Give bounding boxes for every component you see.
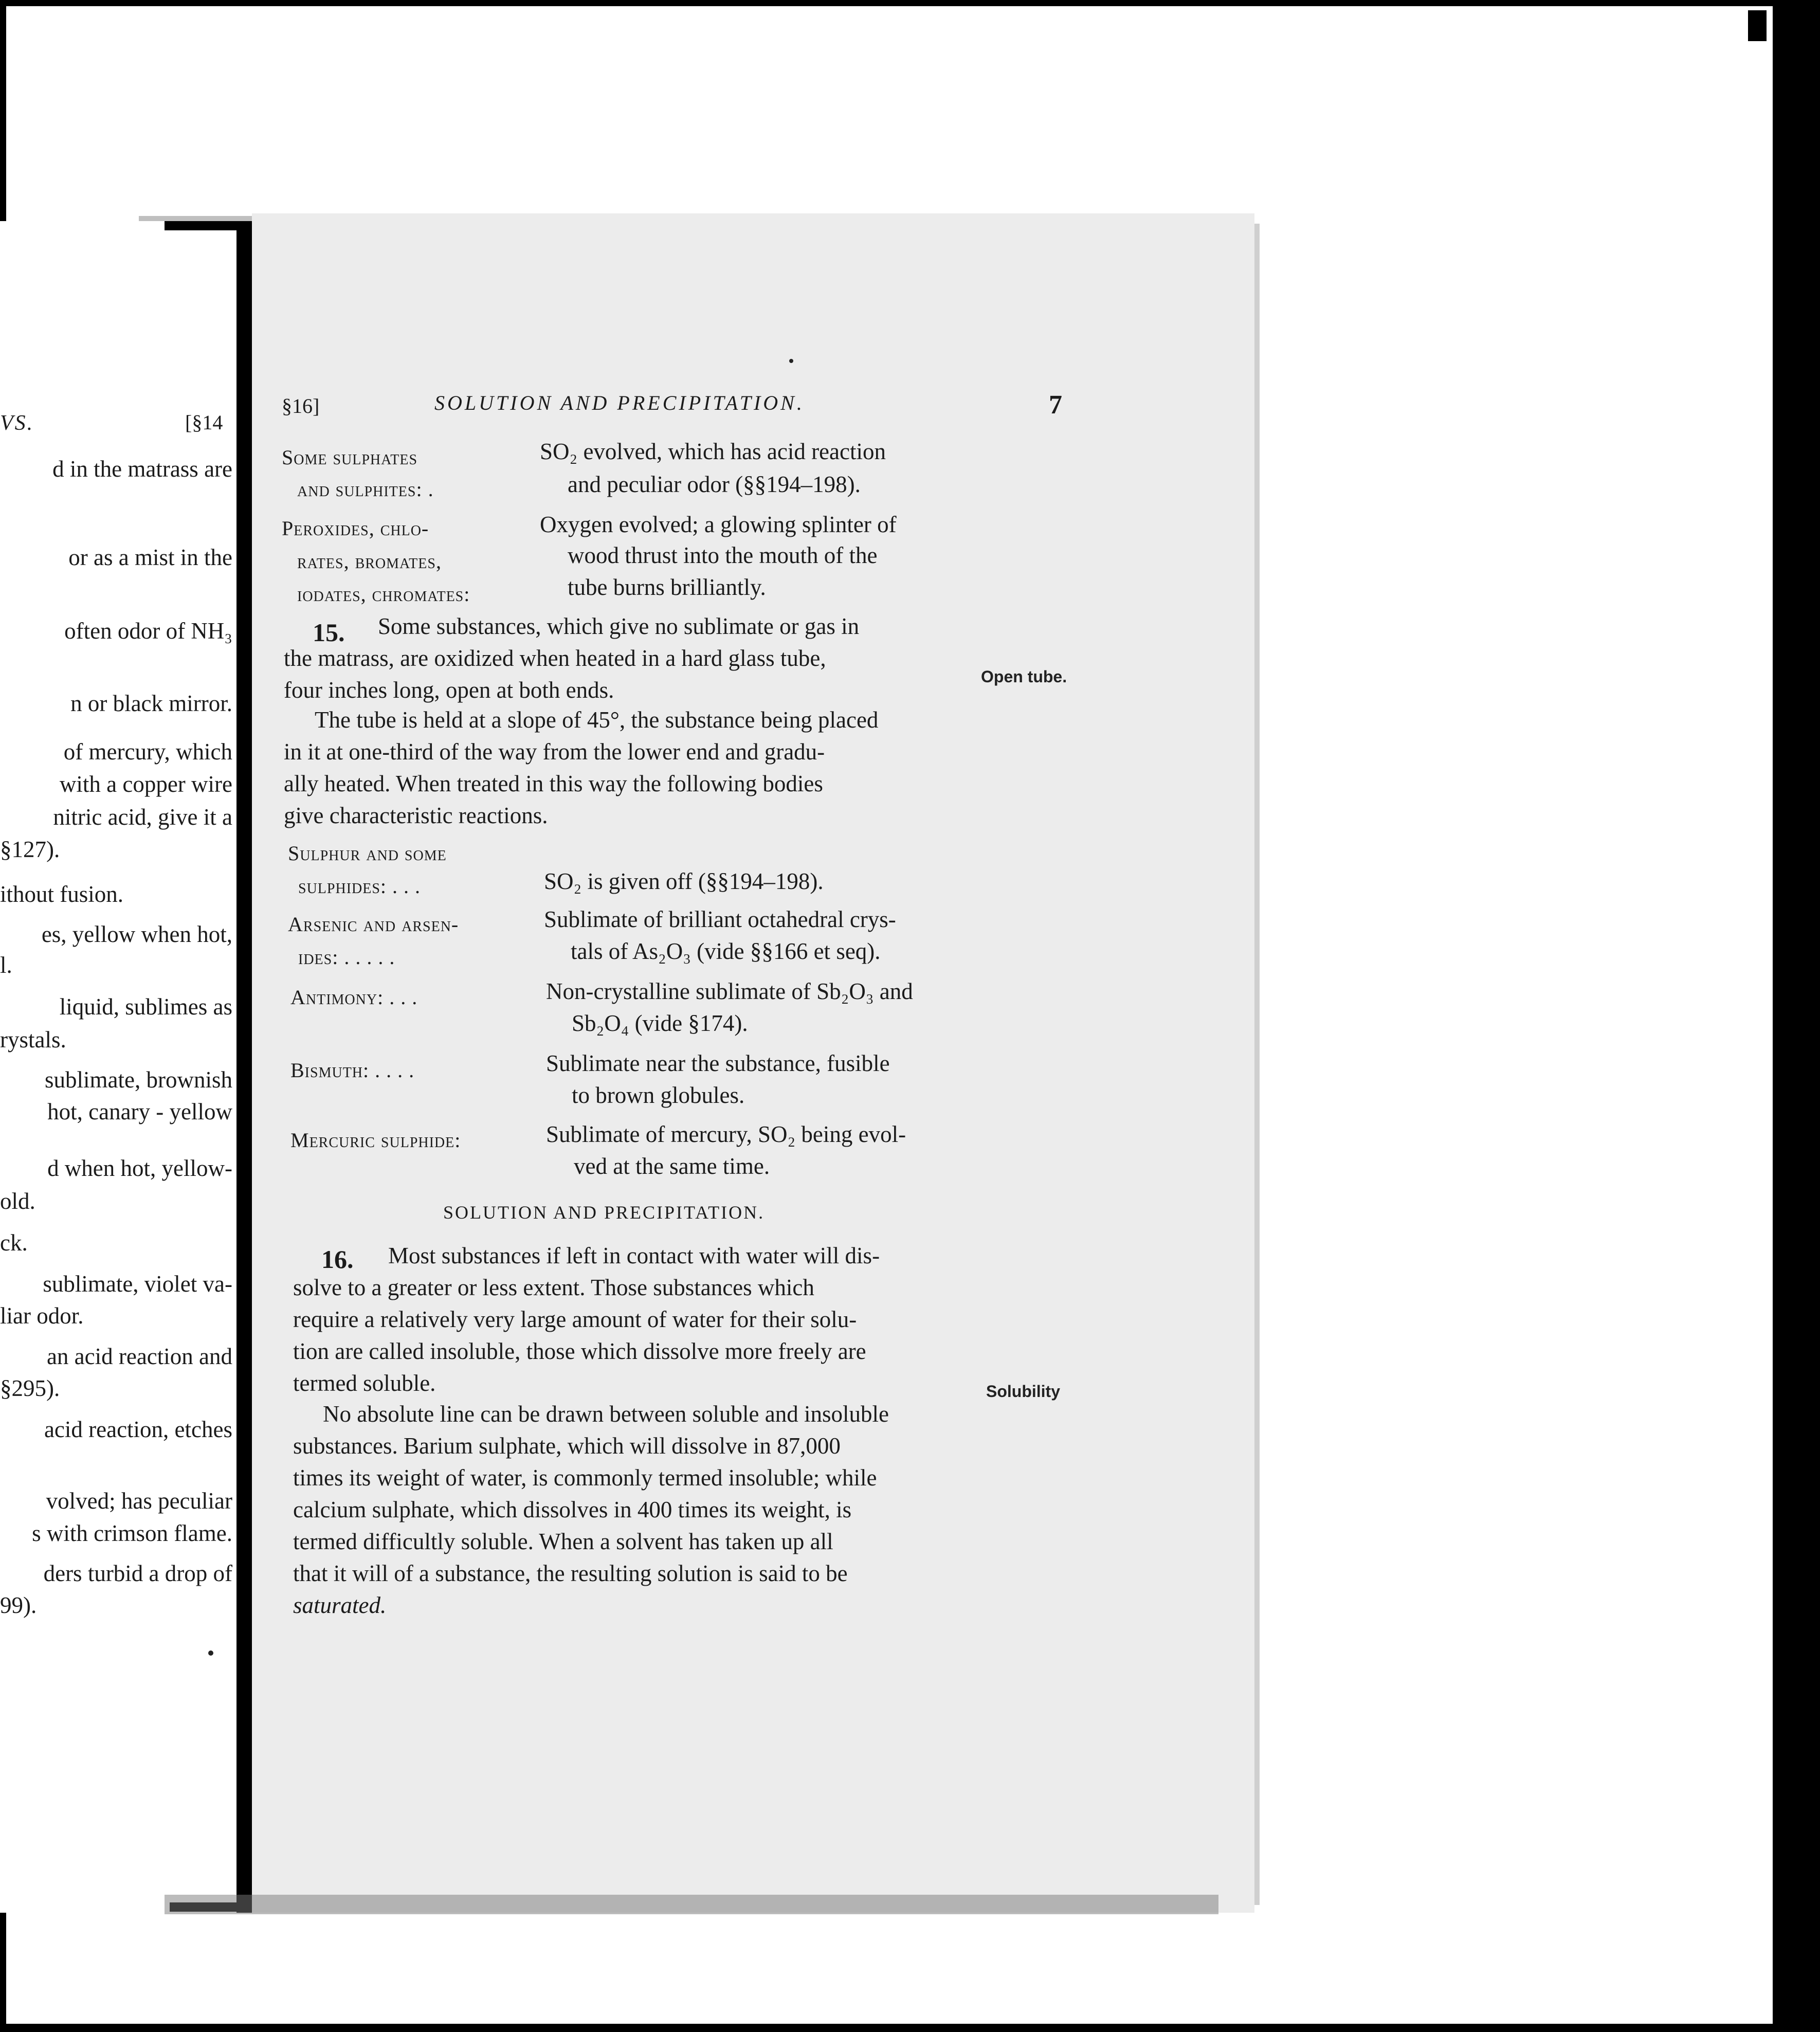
para-line: give characteristic reactions. <box>284 803 548 828</box>
margin-note: Open tube. <box>981 667 1067 686</box>
left-line: §295). <box>0 1375 60 1401</box>
para-line: saturated. <box>293 1592 387 1618</box>
table-term: and sulphites: . <box>297 478 434 501</box>
para-number: 16. <box>321 1245 354 1274</box>
table-term: Antimony: . . . <box>290 986 418 1009</box>
corner-mark <box>1748 10 1767 41</box>
para-line: solve to a greater or less extent. Those substances which <box>293 1275 814 1300</box>
left-line: volved; has peculiar <box>46 1488 232 1514</box>
left-line: liquid, sublimes as <box>59 994 232 1020</box>
left-line: acid reaction, etches <box>44 1417 232 1442</box>
table-desc: to brown globules. <box>572 1082 745 1108</box>
table-term: Arsenic and arsen- <box>288 913 459 936</box>
left-line: d in the matrass are <box>52 456 232 482</box>
table-desc: ved at the same time. <box>574 1153 770 1179</box>
table-desc: tube burns brilliantly. <box>568 574 766 600</box>
para-line: termed soluble. <box>293 1370 436 1396</box>
speck <box>789 359 793 363</box>
table-term: Some sulphates <box>282 446 418 469</box>
left-line: old. <box>0 1188 35 1214</box>
section-ref: §16] <box>282 394 320 418</box>
left-line: ithout fusion. <box>0 881 124 907</box>
left-line: ders turbid a drop of <box>43 1561 232 1586</box>
para-line: The tube is held at a slope of 45°, the substance being placed <box>315 707 879 733</box>
left-line: es, yellow when hot, <box>41 921 232 947</box>
left-line: with a copper wire <box>59 771 232 797</box>
para-line: calcium sulphate, which dissolves in 400 times its weight, is <box>293 1497 852 1522</box>
left-line: s with crimson flame. <box>32 1520 232 1546</box>
left-line: or as a mist in the <box>68 545 232 570</box>
binding-gutter <box>236 221 252 1913</box>
border-right <box>1773 0 1820 2032</box>
para-line: termed difficultly soluble. When a solvent has taken up all <box>293 1529 833 1554</box>
table-term: sulphides: . . . <box>298 875 421 898</box>
table-desc: Oxygen evolved; a glowing splinter of <box>540 512 897 537</box>
para-number: 15. <box>313 618 345 647</box>
left-line: rystals. <box>0 1027 66 1053</box>
table-desc: wood thrust into the mouth of the <box>568 542 878 568</box>
left-page <box>0 221 247 1913</box>
left-line: ck. <box>0 1230 28 1256</box>
left-line: sublimate, violet va- <box>43 1271 232 1297</box>
table-term: Mercuric sulphide: <box>290 1129 461 1152</box>
table-desc: tals of As₂O₃ (vide §§166 et seq). <box>571 938 881 964</box>
para-line: Some substances, which give no sublimate or gas in <box>378 613 860 639</box>
table-term: Peroxides, chlo- <box>282 517 429 540</box>
table-desc: SO₂ is given off (§§194–198). <box>544 868 824 894</box>
left-line: liar odor. <box>0 1303 84 1329</box>
table-desc: Sb₂O₄ (vide §174). <box>572 1010 748 1036</box>
table-term: Bismuth: . . . . <box>290 1059 415 1082</box>
para-line: the matrass, are oxidized when heated in a hard glass tube, <box>284 645 826 671</box>
para-line: that it will of a substance, the resulting solution is said to be <box>293 1561 848 1586</box>
left-line: d when hot, yellow- <box>47 1155 232 1181</box>
table-desc: Sublimate near the substance, fusible <box>546 1050 890 1076</box>
border-top <box>0 0 1820 6</box>
para-line: ally heated. When treated in this way the following bodies <box>284 771 823 796</box>
border-bottom <box>0 2024 1820 2032</box>
table-term: rates, bromates, <box>297 550 442 573</box>
table-term: Sulphur and some <box>288 842 447 865</box>
left-line: of mercury, which <box>63 739 232 765</box>
left-line: sublimate, brownish <box>45 1067 232 1093</box>
section-heading: SOLUTION AND PRECIPITATION. <box>443 1202 765 1223</box>
table-desc: Non-crystalline sublimate of Sb₂O₃ and <box>546 978 913 1004</box>
page-number: 7 <box>1049 390 1062 420</box>
table-desc: Sublimate of brilliant octahedral crys- <box>544 906 896 932</box>
para-line: substances. Barium sulphate, which will dissolve in 87,000 <box>293 1433 841 1459</box>
left-line: n or black mirror. <box>70 691 232 716</box>
running-title: SOLUTION AND PRECIPITATION. <box>434 391 805 414</box>
page-bottom-shadow <box>165 1895 1218 1914</box>
left-line: l. <box>0 952 12 978</box>
para-line: tion are called insoluble, those which dissolve more freely are <box>293 1338 866 1364</box>
left-line: §127). <box>0 837 60 862</box>
left-line: 99). <box>0 1592 37 1618</box>
para-line: No absolute line can be drawn between soluble and insoluble <box>323 1401 889 1427</box>
para-line: times its weight of water, is commonly termed insoluble; while <box>293 1465 877 1491</box>
speck <box>208 1650 213 1656</box>
table-desc: Sublimate of mercury, SO₂ being evol- <box>546 1121 906 1147</box>
table-desc: and peculiar odor (§§194–198). <box>568 471 861 497</box>
para-line: Most substances if left in contact with water will dis- <box>388 1243 880 1268</box>
para-line: require a relatively very large amount of water for their solu- <box>293 1307 857 1332</box>
left-header: VS. <box>0 411 34 435</box>
left-section-ref: [§14 <box>185 411 223 434</box>
left-line: hot, canary - yellow <box>47 1099 232 1124</box>
para-line: four inches long, open at both ends. <box>284 677 614 703</box>
left-line: often odor of NH₃ <box>64 618 232 644</box>
table-desc: SO₂ evolved, which has acid reaction <box>540 439 886 464</box>
table-term: iodates, chromates: <box>297 583 470 606</box>
para-line: in it at one-third of the way from the lower end and gradu- <box>284 739 825 765</box>
left-line: an acid reaction and <box>46 1344 232 1369</box>
left-line: nitric acid, give it a <box>53 804 232 830</box>
margin-note: Solubility <box>986 1382 1060 1401</box>
table-term: ides: . . . . . <box>298 946 395 969</box>
